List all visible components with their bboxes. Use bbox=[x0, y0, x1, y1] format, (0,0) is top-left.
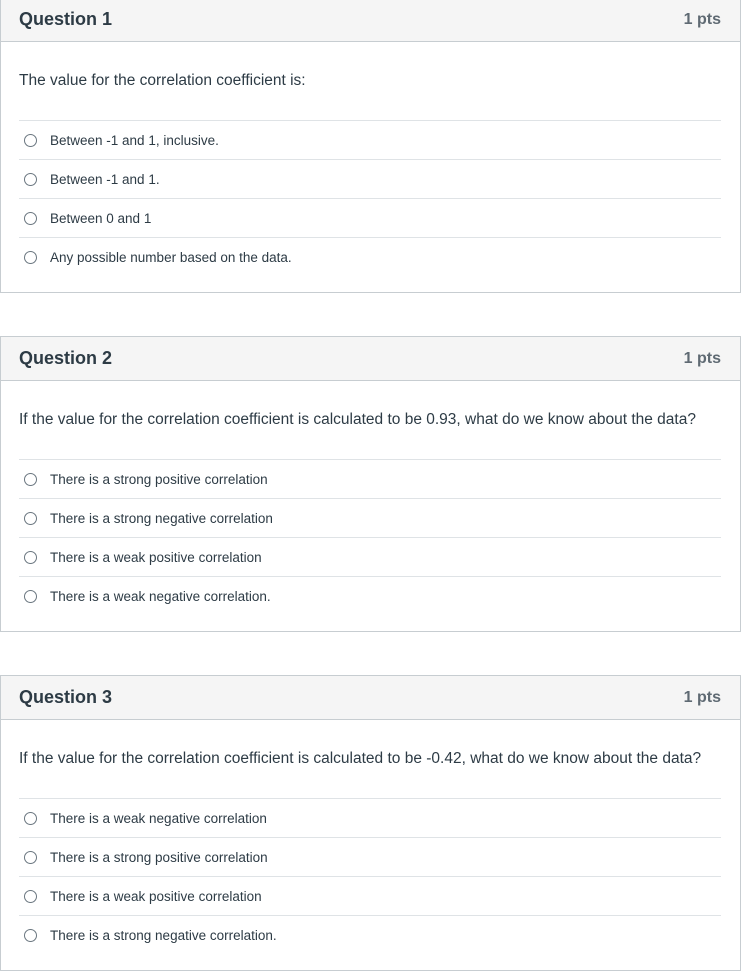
answer-option[interactable] bbox=[19, 238, 721, 276]
question-header bbox=[1, 676, 740, 720]
answer-option[interactable] bbox=[19, 499, 721, 538]
question-points: 1 pts bbox=[683, 688, 721, 706]
answer-option[interactable] bbox=[19, 577, 721, 615]
question-header bbox=[1, 337, 740, 381]
answer-option[interactable] bbox=[19, 160, 721, 199]
answer-label: There is a strong positive correlation bbox=[50, 849, 268, 865]
answer-option[interactable] bbox=[19, 877, 721, 916]
question-points: 1 pts bbox=[683, 10, 721, 28]
radio-button-icon[interactable] bbox=[24, 551, 37, 564]
answer-option[interactable] bbox=[19, 799, 721, 838]
question-title: Question 1 bbox=[19, 9, 113, 29]
radio-button-icon[interactable] bbox=[24, 512, 37, 525]
radio-button-icon[interactable] bbox=[24, 851, 37, 864]
answer-list bbox=[19, 459, 721, 615]
radio-button-icon[interactable] bbox=[24, 929, 37, 942]
answer-label: There is a weak negative correlation bbox=[50, 810, 267, 826]
question-text: If the value for the correlation coefficient is calculated to be -0.42, what do we know about the data? bbox=[19, 750, 702, 767]
question-header bbox=[1, 0, 740, 42]
answer-option[interactable] bbox=[19, 121, 721, 160]
question-title: Question 3 bbox=[19, 687, 113, 707]
answer-option[interactable] bbox=[19, 199, 721, 238]
radio-button-icon[interactable] bbox=[24, 251, 37, 264]
answer-label: Between -1 and 1. bbox=[50, 171, 160, 187]
question-body bbox=[1, 381, 740, 615]
question-text: If the value for the correlation coefficient is calculated to be 0.93, what do we know about the data? bbox=[19, 411, 696, 428]
question-body bbox=[1, 720, 740, 954]
question-2 bbox=[0, 336, 741, 632]
radio-button-icon[interactable] bbox=[24, 173, 37, 186]
answer-option[interactable] bbox=[19, 838, 721, 877]
answer-label: Between -1 and 1, inclusive. bbox=[50, 132, 219, 148]
question-points: 1 pts bbox=[683, 349, 721, 367]
answer-label: Any possible number based on the data. bbox=[50, 249, 292, 265]
answer-label: There is a weak positive correlation bbox=[50, 549, 262, 565]
radio-button-icon[interactable] bbox=[24, 473, 37, 486]
answer-option[interactable] bbox=[19, 916, 721, 954]
answer-option[interactable] bbox=[19, 460, 721, 499]
answer-label: Between 0 and 1 bbox=[50, 210, 152, 226]
radio-button-icon[interactable] bbox=[24, 134, 37, 147]
radio-button-icon[interactable] bbox=[24, 590, 37, 603]
answer-label: There is a strong positive correlation bbox=[50, 471, 268, 487]
question-3 bbox=[0, 675, 741, 971]
answer-label: There is a strong negative correlation bbox=[50, 510, 273, 526]
radio-button-icon[interactable] bbox=[24, 812, 37, 825]
question-1 bbox=[0, 0, 741, 293]
radio-button-icon[interactable] bbox=[24, 890, 37, 903]
answer-label: There is a weak positive correlation bbox=[50, 888, 262, 904]
radio-button-icon[interactable] bbox=[24, 212, 37, 225]
question-body bbox=[1, 42, 740, 276]
answer-label: There is a weak negative correlation. bbox=[50, 588, 271, 604]
answer-list bbox=[19, 120, 721, 276]
answer-label: There is a strong negative correlation. bbox=[50, 927, 277, 943]
answer-list bbox=[19, 798, 721, 954]
question-text: The value for the correlation coefficient is: bbox=[19, 72, 306, 89]
answer-option[interactable] bbox=[19, 538, 721, 577]
question-title: Question 2 bbox=[19, 348, 113, 368]
